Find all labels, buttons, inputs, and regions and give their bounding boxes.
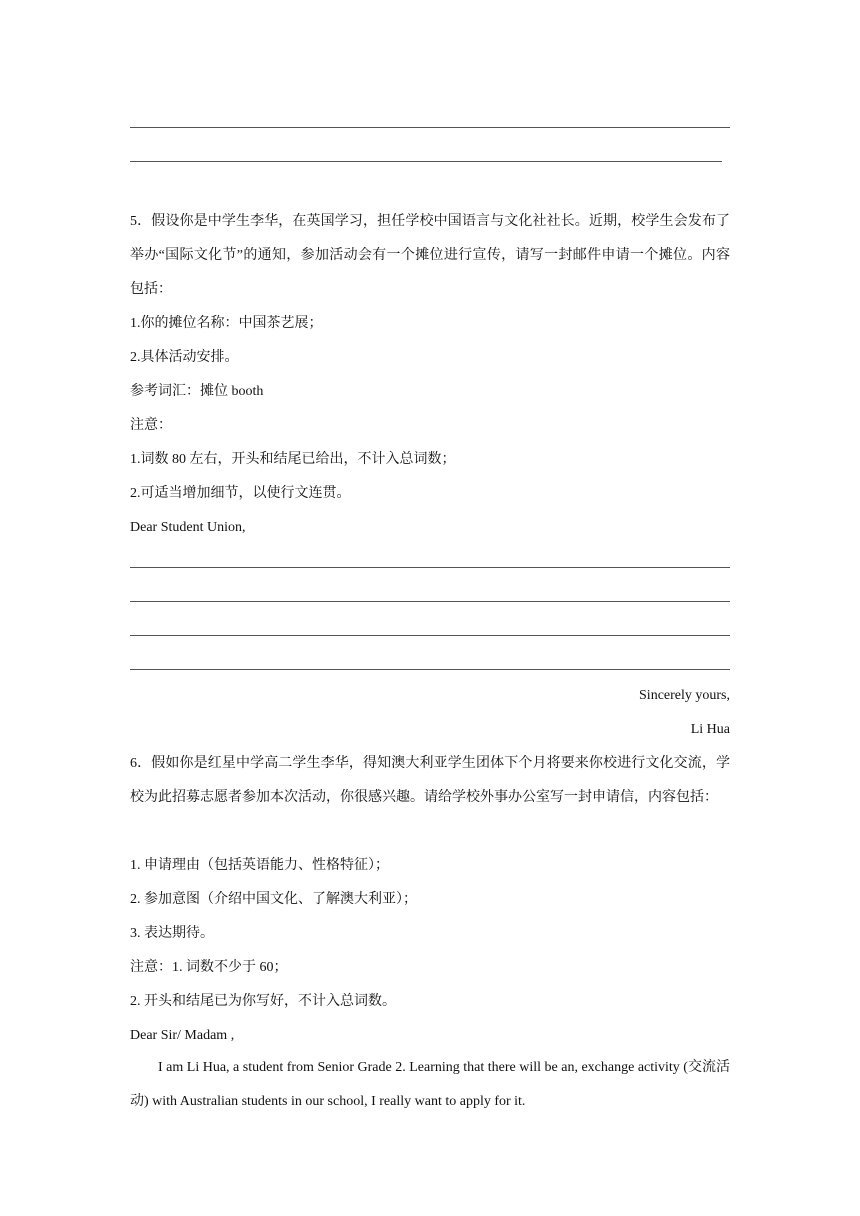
answer-line (130, 635, 730, 636)
q5-note-title: 注意： (130, 418, 172, 433)
q6-letter-body: I am Li Hua, a student from Senior Grade 2. Learning that there will be an, exchange activity (交流活动) with Australian students in our school, I really want to apply for it. (130, 1060, 730, 1109)
q5-note-1: 1.词数 80 左右，开头和结尾已给出，不计入总词数； (130, 452, 456, 467)
q6-note-1: 注意：1. 词数不少于 60； (130, 960, 288, 975)
answer-line (130, 669, 730, 670)
q6-item-2: 2. 参加意图（介绍中国文化、了解澳大利亚）； (130, 892, 417, 907)
q5-prompt: 5．假设你是中学生李华，在英国学习，担任学校中国语言与文化社社长。近期，校学生会发布了举办“国际文化节”的通知，参加活动会有一个摊位进行宣传，请写一封邮件申请一个摊位。内容包括： (130, 214, 730, 297)
q5-note-2: 2.可适当增加细节，以使行文连贯。 (130, 486, 351, 501)
q6-prompt: 6．假如你是红星中学高二学生李华，得知澳大利亚学生团体下个月将要来你校进行文化交流，学校为此招募志愿者参加本次活动，你很感兴趣。请给学校外事办公室写一封申请信，内容包括： (130, 756, 730, 805)
answer-line (130, 567, 730, 568)
q6-item-1: 1. 申请理由（包括英语能力、性格特征）； (130, 858, 389, 873)
q6-salutation: Dear Sir/ Madam , (130, 1028, 235, 1043)
answer-line (130, 161, 722, 162)
q5-salutation: Dear Student Union, (130, 520, 246, 535)
q5-closing: Sincerely yours, (639, 688, 730, 703)
q5-vocab: 参考词汇：摊位 booth (130, 384, 264, 399)
answer-line (130, 127, 730, 128)
q5-signature: Li Hua (690, 722, 730, 737)
q5-item-2: 2.具体活动安排。 (130, 350, 239, 365)
q6-note-2: 2. 开头和结尾已为你写好，不计入总词数。 (130, 994, 396, 1009)
q5-item-1: 1.你的摊位名称：中国茶艺展； (130, 316, 323, 331)
answer-line (130, 601, 730, 602)
q6-item-3: 3. 表达期待。 (130, 926, 214, 941)
